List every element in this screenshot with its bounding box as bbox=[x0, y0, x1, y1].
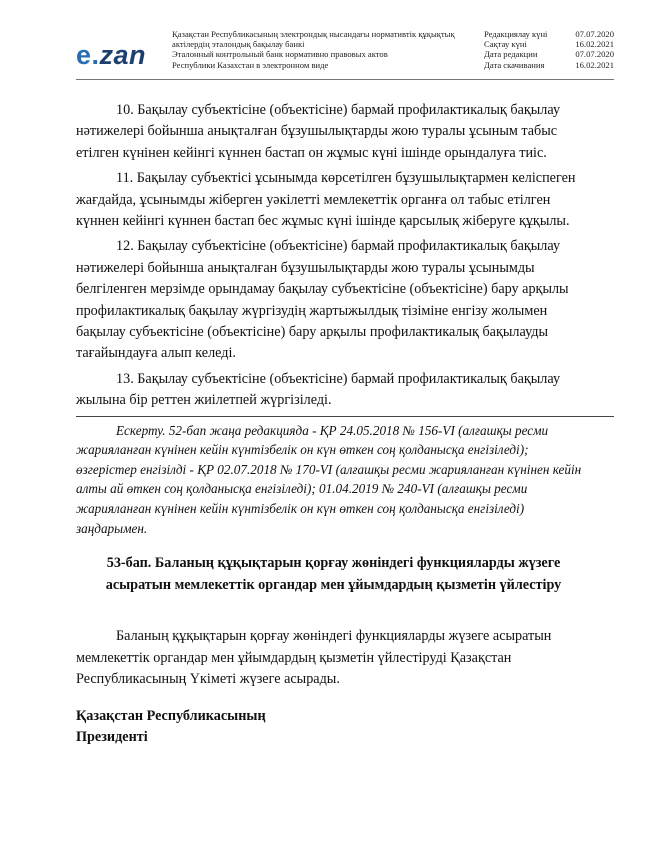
logo-suffix: zan bbox=[99, 40, 147, 70]
header-line: Республики Казахстан в электронном виде bbox=[172, 59, 329, 70]
date-label: Дата скачивания bbox=[484, 59, 545, 70]
date-label: Дата редакции bbox=[484, 49, 538, 60]
date-value: 07.07.2020 bbox=[575, 49, 614, 60]
date-value: 16.02.2021 bbox=[575, 39, 614, 50]
date-label: Редакциялау күні bbox=[484, 29, 548, 39]
amendment-note: Ескерту. 52-бап жаңа редакцияда - ҚР 24.05.2018 № 156-VI (алғашқы ресми жарияланған күнінен кейін күнтізбелік он күн өткен соң қолданысқа енгізіледі); өзгерістер енгізілді - ҚР 02.07.2018 № 170-VI (алғашқы ресми жарияланған күнінен кейін алты ай өткен соң қолданысқа енгізіледі); 01.04.2019 № 240-VI (алғашқы ресми жарияланған күнінен кейін күнтізбелік он күн өткен соң қолданысқа енгізіледі) заңдарымен. bbox=[76, 422, 582, 536]
signature-line-1: Қазақстан Республикасының bbox=[76, 708, 266, 725]
paragraph-13: 13. Бақылау субъектісіне (объектісіне) бармай профилактикалық бақылау жылына бір реттен жиілетпей жүргізіледі. bbox=[76, 370, 561, 409]
date-value: 07.07.2020 bbox=[575, 29, 614, 39]
paragraph-12: 12. Бақылау субъектісіне (объектісіне) бармай профилактикалық бақылау нәтижелері бойынша анықталған бұзушылықтарды жою туралы ұсынымды белгіленген мерзімде орындамау бақылау субъектісіне (объектісіне) бару арқылы профилактикалық бақылау жүргізудің жартыжылдық тізіміне енгізу жолымен бақылау субъектісіне (объектісіне) бару арқылы профилактикалық бақылауды тағайындауға алып келеді. bbox=[76, 238, 569, 362]
header-date-row bbox=[484, 29, 614, 39]
paragraph-11: 11. Бақылау субъектісі ұсынымда көрсетілген бұзушылықтармен келіспеген жағдайда, ұсынымды жіберген уәкілетті мемлекеттік органға ол табыс етілген күннен кейінгі күннен бастап бес жұмыс күні ішінде қарсылық жіберуге құқылы. bbox=[76, 170, 576, 230]
paragraph-10: 10. Бақылау субъектісіне (объектісіне) бармай профилактикалық бақылау нәтижелері бойынша анықталған бұзушылықтарды жою туралы ұсыным табыс етілген күнінен кейінгі күннен бастап он жұмыс күні ішінде орындалуға тиіс. bbox=[76, 102, 561, 161]
document-body bbox=[76, 100, 591, 748]
article-title: 53-бап. Баланың құқықтарын қорғау жөніндегі функцияларды жүзеге асыратын мемлекеттік органдар мен ұйымдардың қызметін үйлестіру bbox=[105, 555, 562, 594]
header-line: Эталонный контрольный банк нормативно правовых актов bbox=[172, 49, 388, 60]
ezan-logo bbox=[76, 40, 146, 71]
header-line: Қазақстан Республикасының электрондық нысандағы нормативтік құқықтық bbox=[172, 29, 455, 39]
date-value: 16.02.2021 bbox=[575, 59, 614, 70]
header-date-row bbox=[484, 39, 614, 49]
header-date-row bbox=[484, 49, 614, 59]
header-source-text bbox=[172, 29, 472, 70]
article-text: Баланың құқықтарын қорғау жөніндегі функцияларды жүзеге асыратын мемлекеттік органдар мен ұйымдардың қызметін үйлестіруді Қазақстан Республикасының Үкіметі жүзеге асырады. bbox=[76, 628, 552, 688]
logo-prefix: e. bbox=[76, 40, 100, 70]
header-line: актілердің эталондық бақылау банкі bbox=[172, 39, 305, 50]
document-header bbox=[0, 0, 657, 100]
note-divider bbox=[76, 416, 614, 417]
signature-line-2: Президенті bbox=[76, 729, 148, 746]
header-date-row bbox=[484, 60, 614, 70]
date-label: Сақтау күні bbox=[484, 39, 527, 50]
header-dates bbox=[484, 29, 614, 70]
signature-block bbox=[76, 706, 591, 748]
header-divider bbox=[76, 79, 614, 80]
